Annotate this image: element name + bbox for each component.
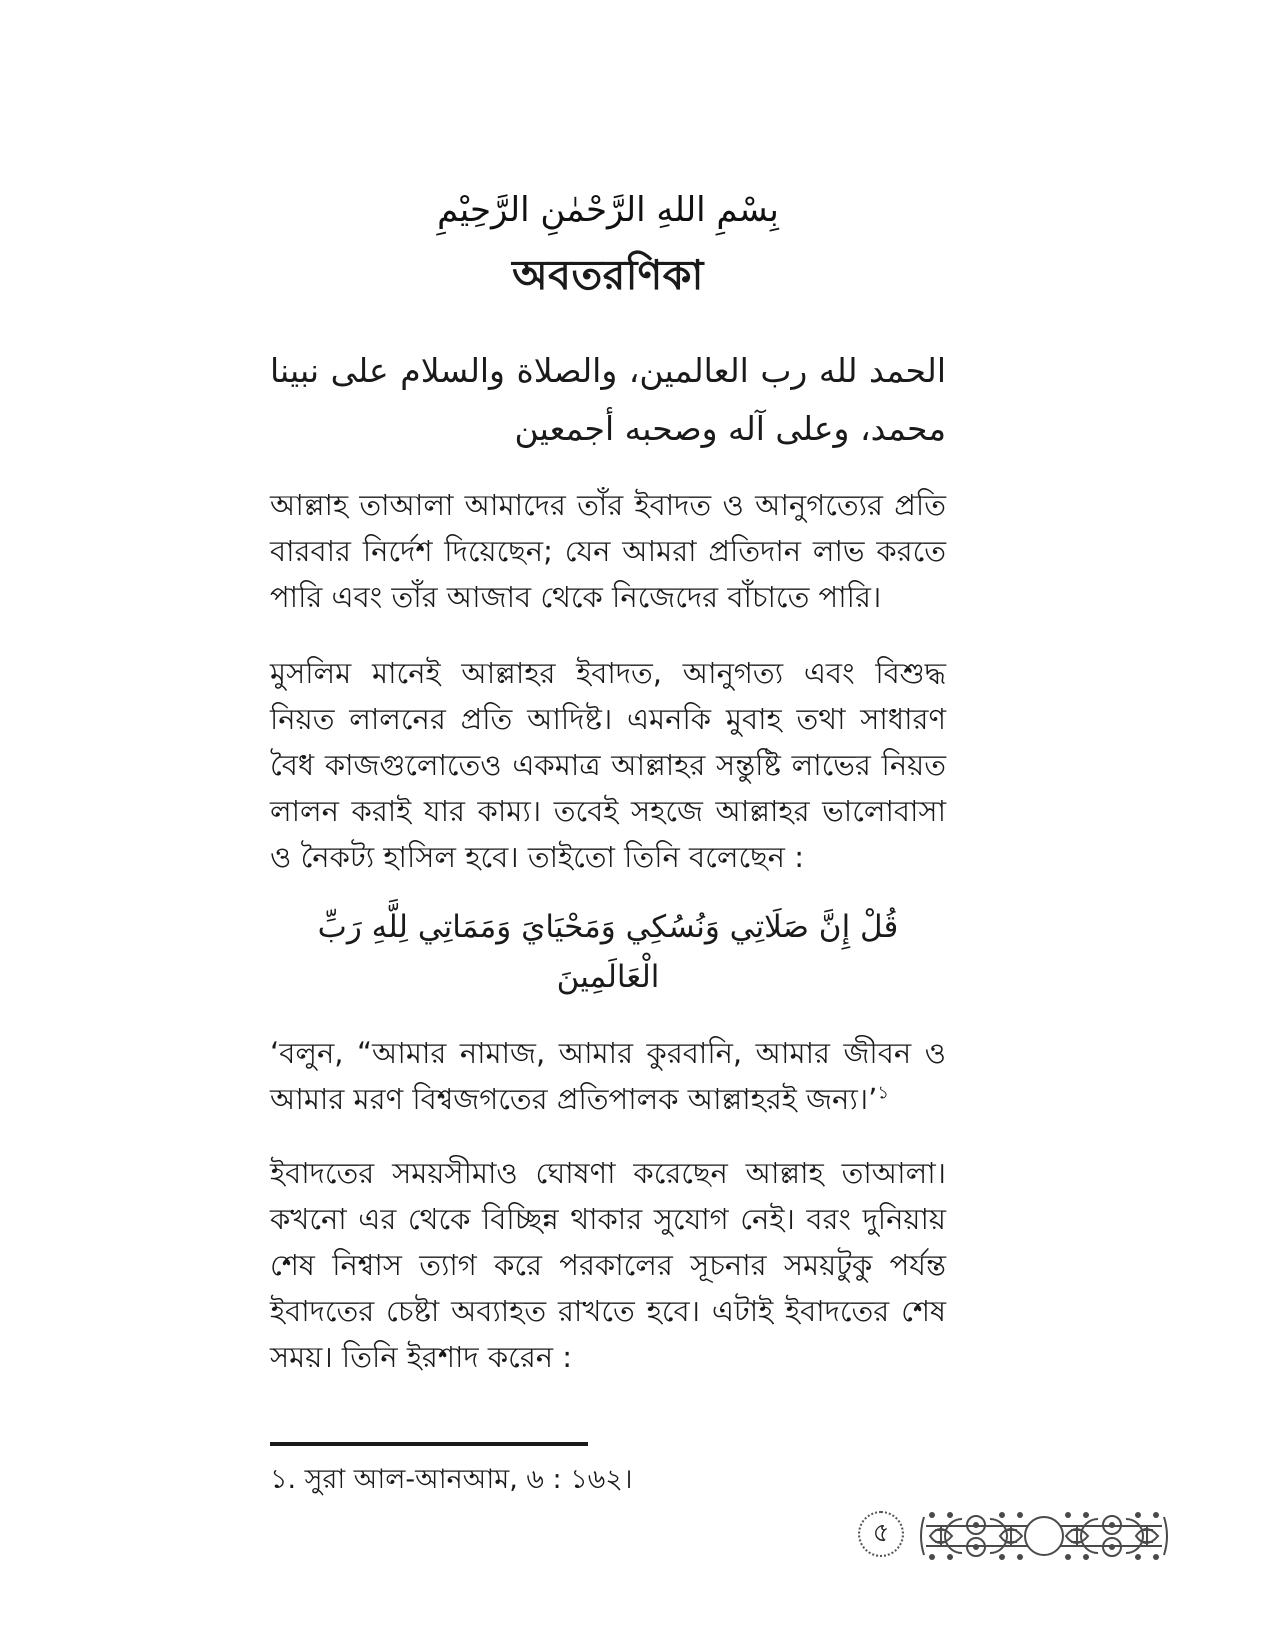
verse-translation-text: ‘বলুন, “আমার নামাজ, আমার কুরবানি, আমার জীবন ও আমার মরণ বিশ্বজগতের প্রতিপালক আল্লাহরই জন্য।’ — [270, 1035, 946, 1116]
page-number-badge — [858, 1511, 904, 1557]
paragraph-1: আল্লাহ তাআলা আমাদের তাঁর ইবাদত ও আনুগত্যের প্রতি বারবার নির্দেশ দিয়েছেন; যেন আমরা প্রতিদান লাভ করতে পারি এবং তাঁর আজাব থেকে নিজেদের বাঁচাতে পারি। — [270, 487, 946, 614]
text-column — [270, 0, 946, 1500]
chapter-title: অবতরণিকা — [512, 250, 704, 299]
verse-translation — [270, 1030, 946, 1122]
page-footer — [0, 1505, 1275, 1575]
footnote-text: ১. সুরা আল-আনআম, ৬ : ১৬২। — [270, 1463, 633, 1495]
arabic-opening-dua: الحمد لله رب العالمين، والصلاة والسلام على نبينا محمد، وعلى آله وصحبه أجمعين — [270, 350, 946, 448]
footnote-reference-marker: ১ — [877, 1082, 890, 1104]
page-number: ৫ — [872, 1518, 890, 1548]
footer-ornament-icon — [920, 1505, 1168, 1567]
paragraph-3: ইবাদতের সময়সীমাও ঘোষণা করেছেন আল্লাহ তাআলা। কখনো এর থেকে বিচ্ছিন্ন থাকার সুযোগ নেই। বরং দুনিয়ায় শেষ নিশ্বাস ত্যাগ করে পরকালের সূচনার সময়টুকু পর্যন্ত ইবাদতের চেষ্টা অব্যাহত রাখতে হবে। এটাই ইবাদতের শেষ সময়। তিনি ইরশাদ করেন : — [270, 1155, 946, 1374]
bismillah-calligraphy: بِسْمِ اللهِ الرَّحْمٰنِ الرَّحِيْمِ — [437, 190, 779, 230]
paragraph-2: মুসলিম মানেই আল্লাহর ইবাদত, আনুগত্য এবং বিশুদ্ধ নিয়ত লালনের প্রতি আদিষ্ট। এমনকি মুবাহ তথা সাধারণ বৈধ কাজগুলোতেও একমাত্র আল্লাহর সন্তুষ্টি লাভের নিয়ত লালন করাই যার কাম্য। তবেই সহজে আল্লাহর ভালোবাসা ও নৈকট্য হাসিল হবে। তাইতো তিনি বলেছেন : — [270, 655, 946, 874]
footnote-divider — [270, 1442, 588, 1446]
quran-verse-arabic: قُلْ إِنَّ صَلَاتِي وَنُسُكِي وَمَحْيَايَ وَمَمَاتِي لِلَّهِ رَبِّ الْعَالَمِينَ — [317, 908, 899, 995]
